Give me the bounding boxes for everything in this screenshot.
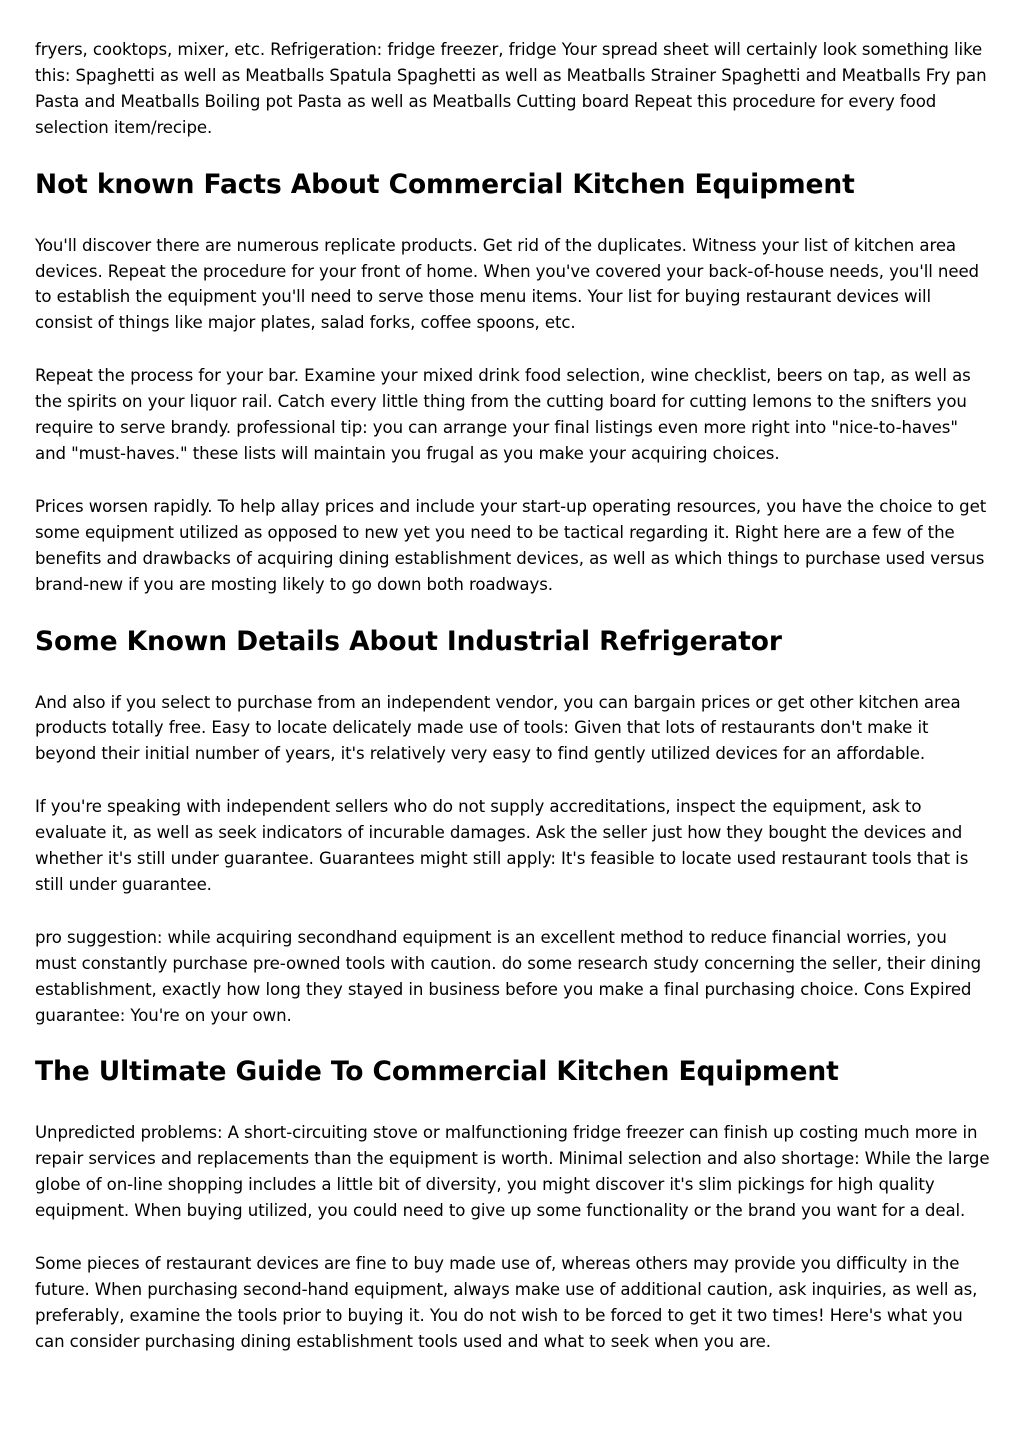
paragraph: Unpredicted problems: A short-circuiting stove or malfunctioning fridge freezer can finish up costing much more in repair services and replacements than the equipment is worth. Minimal selection and also shortage: While the large globe of on-line shopping includes a little bit of diversity, you might discover it's slim pickings for high quality equipment. When buying utilized, you could need to give up some functionality or the brand you want for a deal. <box>35 1123 990 1221</box>
section-industrial-refrigerator <box>35 625 990 1029</box>
section-heading: Not known Facts About Commercial Kitchen Equipment <box>35 168 855 200</box>
section-commercial-kitchen-facts <box>35 168 990 598</box>
section-ultimate-guide <box>35 1055 990 1354</box>
intro-paragraph: fryers, cooktops, mixer, etc. Refrigeration: fridge freezer, fridge Your spread sheet will certainly look something like this: Spaghetti as well as Meatballs Spatula Spaghetti as well as Meatballs Strainer Spaghetti and Meatballs Fry pan Pasta and Meatballs Boiling pot Pasta as well as Meatballs Cutting board Repeat this procedure for every food selection item/recipe. <box>35 40 987 137</box>
paragraph: Prices worsen rapidly. To help allay prices and include your start-up operating resources, you have the choice to get some equipment utilized as opposed to new yet you need to be tactical regarding it. Right here are a few of the benefits and drawbacks of acquiring dining establishment devices, as well as which things to purchase used versus brand-new if you are mosting likely to go down both roadways. <box>35 496 987 594</box>
paragraph: And also if you select to purchase from an independent vendor, you can bargain prices or get other kitchen area products totally free. Easy to locate delicately made use of tools: Given that lots of restaurants don't make it beyond their initial number of years, it's relatively very easy to find gently utilized devices for an affordable. <box>35 692 961 764</box>
section-heading: Some Known Details About Industrial Refrigerator <box>35 625 782 657</box>
paragraph: Repeat the process for your bar. Examine your mixed drink food selection, wine checklist, beers on tap, as well as the spirits on your liquor rail. Catch every little thing from the cutting board for cutting lemons to the snifters you require to serve brandy. professional tip: you can arrange your final listings even more right into "nice-to-haves" and "must-haves." these lists will maintain you frugal as you make your acquiring choices. <box>35 366 971 463</box>
paragraph: pro suggestion: while acquiring secondhand equipment is an excellent method to reduce financial worries, you must constantly purchase pre-owned tools with caution. do some research study concerning the seller, their dining establishment, exactly how long they stayed in business before you make a final purchasing choice. Cons Expired guarantee: You're on your own. <box>35 927 982 1025</box>
paragraph: If you're speaking with independent sellers who do not supply accreditations, inspect the equipment, ask to evaluate it, as well as seek indicators of incurable damages. Ask the seller just how they bought the devices and whether it's still under guarantee. Guarantees might still apply: It's feasible to locate used restaurant tools that is still under guarantee. <box>35 797 969 894</box>
section-heading: The Ultimate Guide To Commercial Kitchen Equipment <box>35 1056 839 1088</box>
paragraph: You'll discover there are numerous replicate products. Get rid of the duplicates. Witness your list of kitchen area devices. Repeat the procedure for your front of home. When you've covered your back-of-house needs, you'll need to establish the equipment you'll need to serve those menu items. Your list for buying restaurant devices will consist of things like major plates, salad forks, coffee spoons, etc. <box>35 235 979 333</box>
paragraph: Some pieces of restaurant devices are fine to buy made use of, whereas others may provide you difficulty in the future. When purchasing second-hand equipment, always make use of additional caution, ask inquiries, as well as, preferably, examine the tools prior to buying it. You do not wish to be forced to get it two times! Here's what you can consider purchasing dining establishment tools used and what to seek when you are. <box>35 1254 978 1351</box>
